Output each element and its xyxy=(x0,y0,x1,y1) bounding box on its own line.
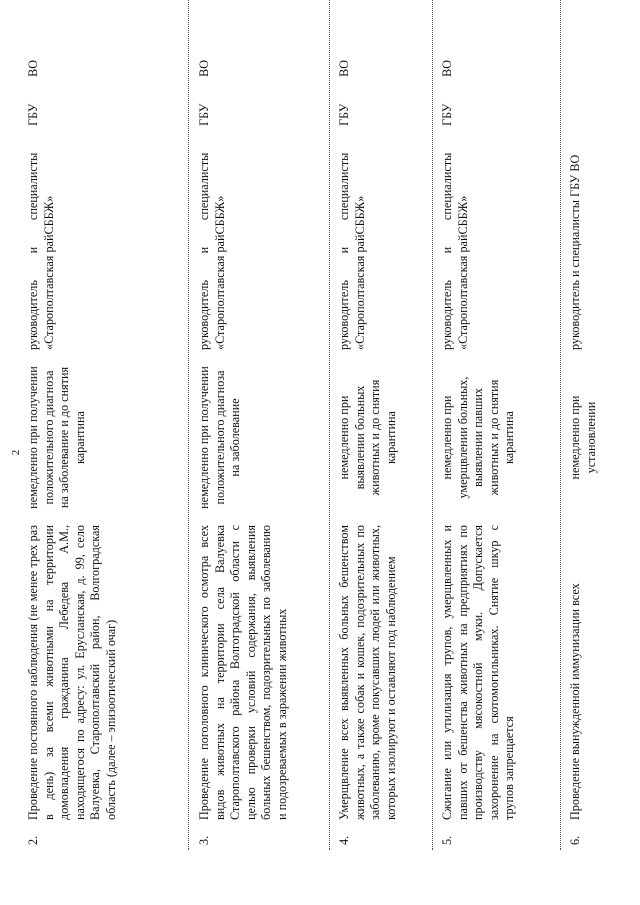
row-divider xyxy=(329,0,330,850)
row-number: 2. xyxy=(26,835,40,845)
row-divider xyxy=(188,0,189,850)
row-action: Проведение постоянного наблюдения (не менее трех раз в день) за всеми животными на территории домовладения гражданина Лебедева А.М., находящегося по адресу: ул. Ерусланская, д. 99, село Валуевка, Старополтавский район, Волгоградская область (далее – эпизоотический очаг) xyxy=(26,525,118,820)
row-responsible: руководитель и специалисты ГБУ ВО «Старополтавская райСББЖ» xyxy=(440,60,470,350)
row-action: Проведение поголовного клинического осмотра всех видов животных на территории села Валуевка Старополтавского района Волгоградской области с целью проверки условий содержания, выявления больных бешенством, подозрительных по заболеванию и подозреваемых в заражении животных xyxy=(197,525,289,820)
row-number: 6. xyxy=(568,835,582,845)
row-divider xyxy=(560,0,561,850)
row-number: 5. xyxy=(440,835,454,845)
row-action: Умерщвление всех выявленных больных бешенством животных, а также собак и кошек, подозрительных по заболеванию, кроме покусавших людей или животных, которых изолируют и оставляют под наблюдением xyxy=(337,525,398,820)
row-number: 3. xyxy=(197,835,211,845)
table-row xyxy=(197,0,291,845)
row-divider xyxy=(432,0,433,850)
row-responsible: руководитель и специалисты ГБУ ВО «Старополтавская райСББЖ» xyxy=(26,60,56,350)
table-row xyxy=(568,0,599,845)
table-row xyxy=(337,0,399,845)
row-responsible: руководитель и специалисты ГБУ ВО xyxy=(568,154,582,350)
row-deadline: немедленно при выявлении больных животных и до снятия карантина xyxy=(337,379,398,496)
row-action: Сжигание или утилизация трупов, умерщвленных и павших от бешенства животных на предприятиях по производству мясокостной муки. Допускается захоронение на скотомогильниках. Снятие шкур с трупов запрещается xyxy=(440,525,517,820)
row-action: Проведение вынужденной иммунизации всех xyxy=(568,583,582,820)
page-number: 2 xyxy=(10,449,22,456)
row-number: 4. xyxy=(337,835,351,845)
row-deadline: немедленно при установлении xyxy=(568,395,598,480)
table-row xyxy=(440,0,518,845)
row-responsible: руководитель и специалисты ГБУ ВО «Старополтавская райСББЖ» xyxy=(337,60,367,350)
row-deadline: немедленно при получении положительного диагноза на заболевание xyxy=(197,366,243,509)
row-deadline: немедленно при получении положительного диагноза на заболевание и до снятия карантина xyxy=(26,366,87,509)
table-row xyxy=(26,0,120,845)
row-deadline: немедленно при умерщвлении больных, выявлении павших животных и до снятия карантина xyxy=(440,376,517,499)
row-responsible: руководитель и специалисты ГБУ ВО «Старополтавская райСББЖ» xyxy=(197,60,227,350)
